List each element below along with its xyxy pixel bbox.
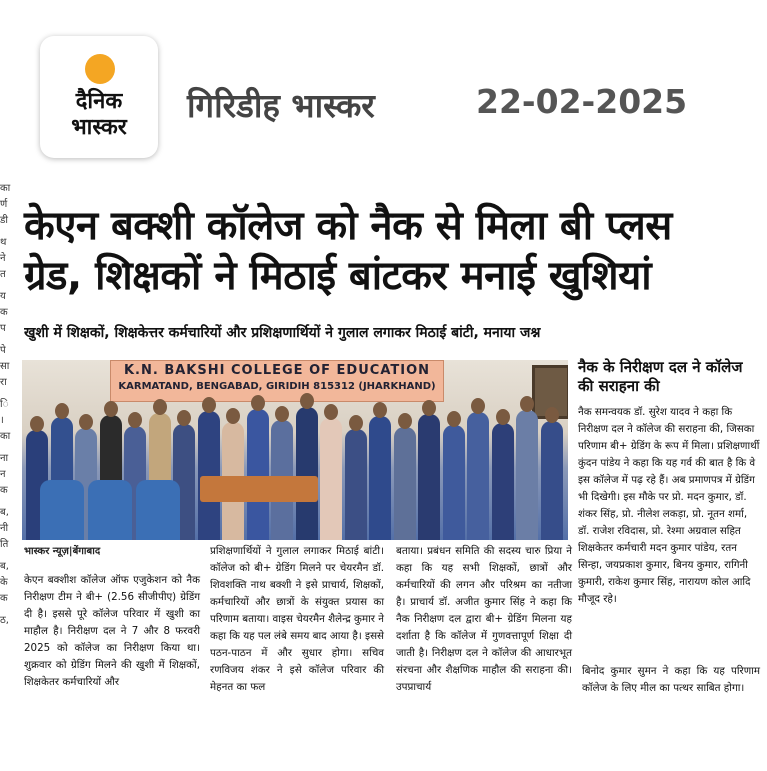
person-silhouette <box>492 423 514 540</box>
fragment-text: ब, <box>0 507 9 518</box>
fragment-text: के <box>0 577 8 588</box>
article-column-3 <box>396 543 572 696</box>
sidebar-heading: नैक के निरीक्षण दल ने कॉलेज की सराहना की <box>578 358 743 395</box>
person-silhouette <box>541 421 563 540</box>
person-head <box>55 403 69 419</box>
person-silhouette <box>516 410 538 540</box>
fragment-text: र्ण <box>0 199 8 210</box>
edition-title: गिरिडीह भास्कर <box>187 86 375 125</box>
article-column-4 <box>582 663 760 697</box>
column-2-text: प्रशिक्षणार्थियों ने गुलाल लगाकर मिठाई बांटी। कॉलेज को बी+ ग्रेडिंग मिलने पर चेयरमैन डॉ. शिवशक्ति नाथ बक्शी ने इसे प्राचार्य, शिक्षकों, कर्मचारियों और छात्रों के संयुक्त प्रयास का परिणाम बताया। वाइस चेयरमैन शैलेन्द्र कुमार ने कहा कि यह पल लंबे समय बाद आया है। इससे पठन-पाठन में और सुधार होगा। सचिव रणविजय शंकर ने इसे कॉलेज परिवार की मेहनत का फल <box>210 545 384 693</box>
fragment-text: ि <box>0 399 9 410</box>
person-seated <box>88 480 132 540</box>
adjacent-column-fragment <box>0 182 22 742</box>
person-head <box>349 415 363 431</box>
person-head <box>300 393 314 409</box>
fragment-text: पे <box>0 345 6 356</box>
person-head <box>30 416 44 432</box>
fragment-text: ठ, <box>0 615 9 626</box>
person-silhouette <box>369 416 391 540</box>
person-silhouette <box>247 409 269 540</box>
person-head <box>496 409 510 425</box>
subheadline: खुशी में शिक्षकों, शिक्षकेत्तर कर्मचारियों और प्रशिक्षणार्थियों ने गुलाल लगाकर मिठाई बांटी, मनाया जश्न <box>24 325 541 341</box>
fragment-text: क <box>0 307 8 318</box>
person-head <box>545 407 559 423</box>
person-head <box>373 402 387 418</box>
person-head <box>251 395 265 411</box>
publication-date: 22-02-2025 <box>476 82 688 121</box>
person-head <box>422 400 436 416</box>
fragment-text: ने <box>0 253 6 264</box>
byline: भास्कर न्यूज़|बेंगाबाद <box>24 546 101 557</box>
fragment-text: य <box>0 291 6 302</box>
person-silhouette <box>418 414 440 540</box>
article-column-1 <box>24 543 200 691</box>
fragment-text: का <box>0 183 11 194</box>
person-head <box>520 396 534 412</box>
sun-icon <box>85 54 115 84</box>
college-banner <box>110 360 444 402</box>
fragment-text: न <box>0 469 6 480</box>
fragment-text: ति <box>0 539 9 550</box>
headline-line2: ग्रेड, शिक्षकों ने मिठाई बांटकर मनाई खुशियां <box>24 253 652 299</box>
person-head <box>398 413 412 429</box>
fragment-text: सा <box>0 361 10 372</box>
column-3-text: बताया। प्रबंधन समिति की सदस्य चारु प्रिया ने कहा कि यह सभी शिक्षकों, छात्रों और कर्मचारियों की लगन और परिश्रम का नतीजा है। प्राचार्य डॉ. अजीत कुमार सिंह ने कहा कि नैक निरीक्षण दल द्वारा बी+ ग्रेडिंग मिलना यह दर्शाता है कि कॉलेज में गुणवत्तापूर्ण शिक्षा दी जाती है। निरीक्षण दल ने कॉलेज की आधारभूत संरचना और शैक्षणिक माहौल की सराहना की। उपप्राचार्य <box>396 545 572 693</box>
person-head <box>104 401 118 417</box>
fragment-text: का <box>0 431 11 442</box>
person-silhouette <box>296 407 318 540</box>
fragment-text: । <box>0 415 4 426</box>
fragment-text: डी <box>0 215 8 226</box>
fragment-text: प <box>0 323 6 334</box>
group-photo <box>22 360 568 540</box>
cake-table <box>200 476 318 502</box>
column-4-text: बिनोद कुमार सुमन ने कहा कि यह परिणाम कॉलेज के लिए मील का पत्थर साबित होगा। <box>582 665 760 694</box>
person-seated <box>40 480 84 540</box>
fragment-text: क <box>0 485 8 496</box>
person-head <box>177 410 191 426</box>
person-head <box>447 411 461 427</box>
fragment-text: त <box>0 269 6 280</box>
dainik-bhaskar-logo <box>40 36 158 158</box>
column-1-text: केएन बक्शीश कॉलेज ऑफ एजुकेशन को नैक निरीक्षण टीम ने बी+ (2.56 सीजीपीए) ग्रेडिंग दी है। इससे पूरे कॉलेज परिवार में खुशी का माहौल है। निरीक्षण दल ने 7 और 8 फरवरी 2025 को कॉलेज का निरीक्षण किया था। शुक्रवार को ग्रेडिंग मिलने की खुशी में शिक्षकों, शिक्षकेतर कर्मचारियों और <box>24 574 200 688</box>
person-head <box>226 408 240 424</box>
person-silhouette <box>394 427 416 540</box>
fragment-text: क <box>0 593 8 604</box>
person-silhouette <box>345 429 367 540</box>
fragment-text: ना <box>0 453 9 464</box>
person-seated <box>136 480 180 540</box>
sidebar-paragraph: नैक समन्वयक डॉ. सुरेश यादव ने कहा कि निरीक्षण दल ने कॉलेज की सराहना की, जिसका परिणाम बी+ ग्रेडिंग के रूप में मिला। प्रशिक्षणार्थी कुंदन पांडेय ने कहा कि यह गर्व की बात है कि वे इस कॉलेज में पढ़ रहे हैं। अब प्रमाणपत्र में ग्रेडिंग भी दिखेगी। इस मौके पर प्रो. मदन कुमार, डॉ. शंकर सिंह, प्रो. नीलेश लकड़ा, प्रो. नूतन शर्मा, डॉ. राजेश रविदास, प्रो. रेश्मा अग्रवाल सहित शिक्षकेतर कर्मचारी मदन कुमार पांडेय, रतन सिन्हा, जयप्रकाश कुमार, बिनय कुमार, रागिनी कुमारी, राकेश कुमार सिंह, नारायण कोल आदि मौजूद रहे। <box>578 406 760 605</box>
sidebar-body <box>578 404 760 608</box>
logo-text-line1: दैनिक <box>75 89 123 114</box>
person-head <box>79 414 93 430</box>
person-head <box>153 399 167 415</box>
fragment-text: थ <box>0 237 7 248</box>
banner-title: K.N. BAKSHI COLLEGE OF EDUCATION <box>123 363 431 378</box>
person-silhouette <box>467 412 489 540</box>
person-silhouette <box>320 418 342 540</box>
logo-text-line2: भास्कर <box>71 115 127 140</box>
fragment-text: ब, <box>0 561 9 572</box>
fragment-text: रा <box>0 377 7 388</box>
person-head <box>324 404 338 420</box>
article-column-2 <box>210 543 384 696</box>
person-head <box>471 398 485 414</box>
person-silhouette <box>443 425 465 540</box>
banner-address: KARMATAND, BENGABAD, GIRIDIH 815312 (JHARKHAND) <box>118 381 436 392</box>
person-head <box>128 412 142 428</box>
person-head <box>275 406 289 422</box>
headline-line1: केएन बक्शी कॉलेज को नैक से मिला बी प्लस <box>24 203 672 249</box>
fragment-text: नी <box>0 523 9 534</box>
person-head <box>202 397 216 413</box>
